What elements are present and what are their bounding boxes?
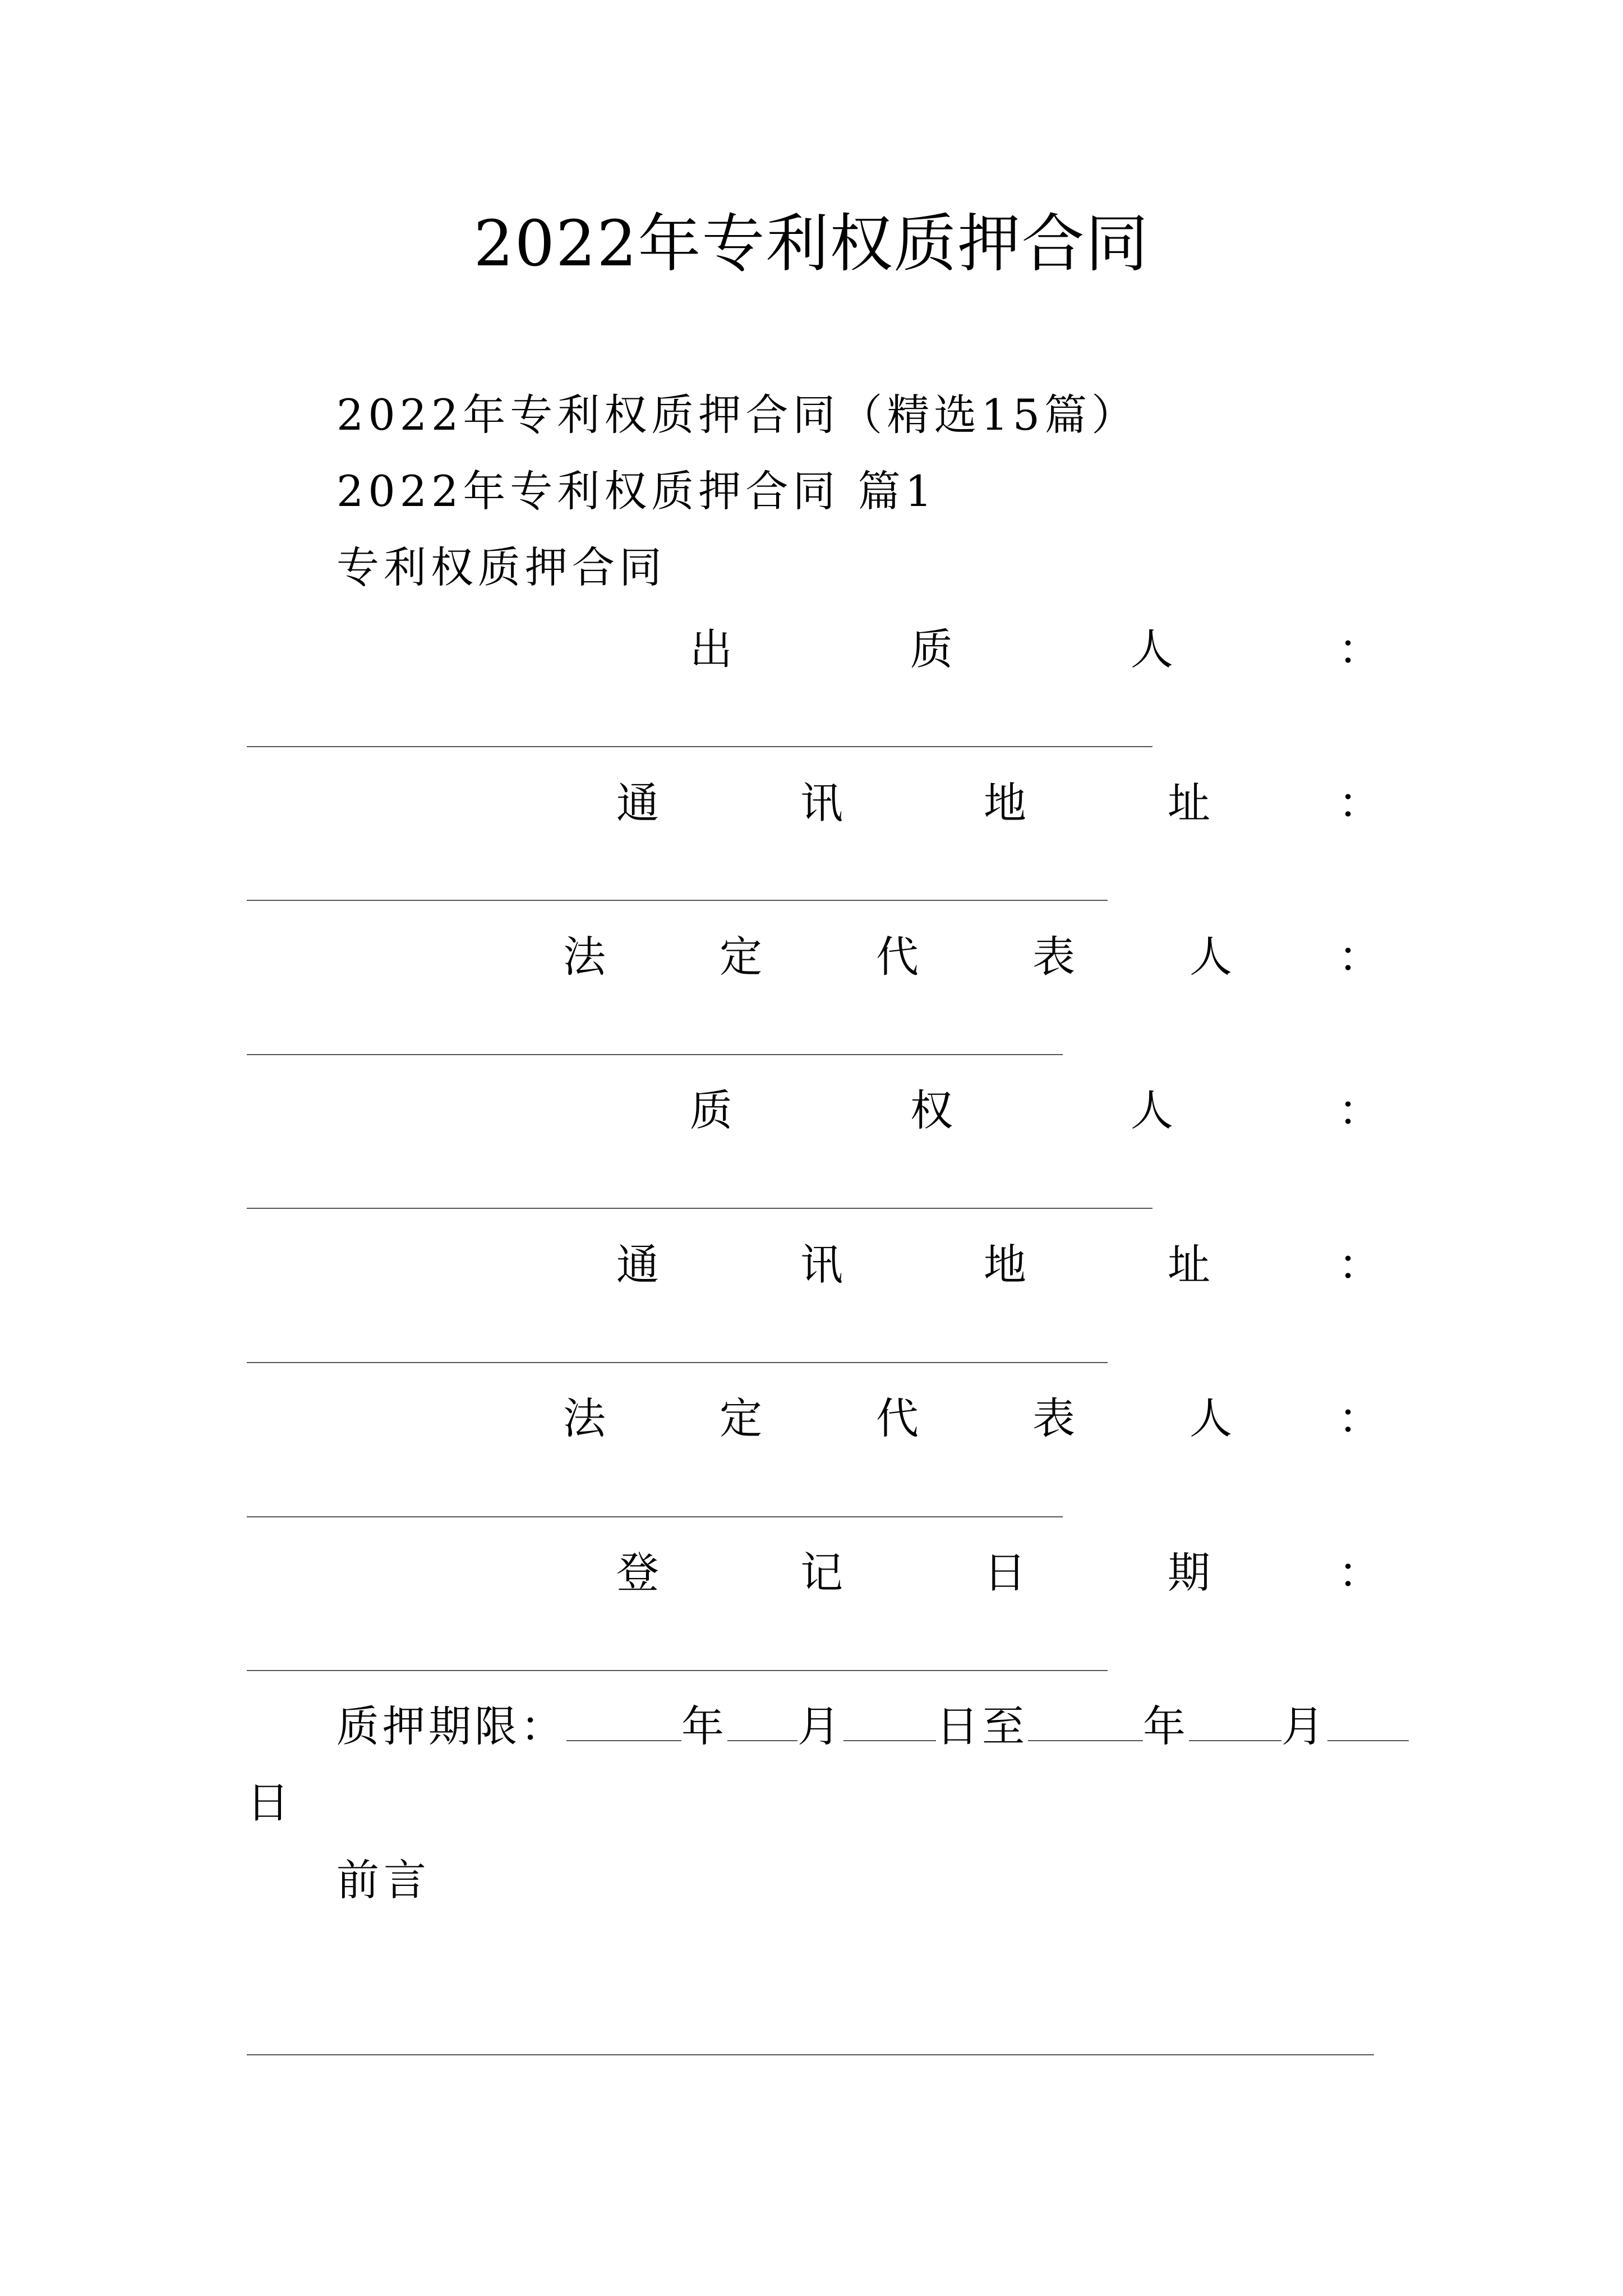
registration-date-char: 日 — [984, 1548, 1026, 1598]
term-day-end: 日 — [247, 1778, 294, 1828]
pledgee-char: 人 — [1131, 1085, 1173, 1135]
pledgor-rep-char: 法 — [563, 932, 606, 982]
pledgee-address-char: 址 — [1168, 1240, 1210, 1290]
pledgee-rep-char: 定 — [720, 1393, 762, 1443]
registration-date-char: 期 — [1168, 1548, 1210, 1598]
pledgor-colon: ： — [1338, 624, 1381, 674]
term-month2-blank — [1189, 1701, 1281, 1741]
pledgor-rep-row — [0, 930, 1623, 984]
pledgee-rep-colon: ： — [1338, 1393, 1381, 1443]
term-month1-blank — [727, 1701, 797, 1741]
pledgee-colon: ： — [1338, 1085, 1381, 1135]
part-heading: 2022年专利权质押合同 篇1 — [336, 466, 937, 516]
pledgee-rep-underline — [247, 1516, 1063, 1517]
pledgee-underline — [247, 1208, 1152, 1209]
pledgee-rep-char: 法 — [563, 1393, 606, 1443]
pledgor-rep-colon: ： — [1338, 932, 1381, 982]
term-day1-blank — [843, 1701, 936, 1741]
pledge-term-line — [336, 1700, 1409, 1754]
pledgor-address-char: 址 — [1168, 778, 1210, 828]
registration-date-colon: ： — [1338, 1548, 1381, 1598]
registration-date-underline — [247, 1670, 1108, 1671]
registration-date-char: 记 — [800, 1548, 843, 1598]
pledgee-rep-row — [0, 1392, 1623, 1446]
pledge-term-label: 质押期限： — [336, 1701, 566, 1751]
registration-date-row — [0, 1546, 1623, 1600]
pledgee-char: 权 — [910, 1085, 953, 1135]
pledgee-rep-char: 代 — [876, 1393, 919, 1443]
pledgee-address-char: 地 — [984, 1240, 1026, 1290]
term-day-to-label: 日至 — [936, 1701, 1028, 1751]
pledgor-row — [0, 623, 1623, 677]
pledgor-address-char: 讯 — [800, 778, 843, 828]
pledgee-rep-char: 表 — [1032, 1393, 1075, 1443]
pledgor-char: 出 — [690, 624, 732, 674]
pledgee-char: 质 — [690, 1085, 732, 1135]
pledgee-address-char: 讯 — [800, 1240, 843, 1290]
term-day2-blank — [1327, 1701, 1409, 1741]
pledgor-rep-char: 人 — [1189, 932, 1232, 982]
pledgor-rep-char: 表 — [1032, 932, 1075, 982]
pledgor-address-colon: ： — [1338, 778, 1381, 828]
document-title: 2022年专利权质押合同 — [473, 208, 1150, 280]
pledgor-underline — [247, 746, 1152, 747]
pledgee-address-row — [0, 1238, 1623, 1292]
pledgor-char: 质 — [910, 624, 953, 674]
pledgor-rep-char: 代 — [876, 932, 919, 982]
pledgee-row — [0, 1084, 1623, 1138]
pledgor-address-row — [0, 776, 1623, 830]
pledgee-address-char: 通 — [616, 1240, 659, 1290]
term-month2-label: 月 — [1281, 1701, 1327, 1751]
pledgor-rep-underline — [247, 1054, 1063, 1055]
pledgor-rep-char: 定 — [720, 932, 762, 982]
pledgee-rep-char: 人 — [1189, 1393, 1232, 1443]
footnote-separator — [247, 2054, 1374, 2055]
pledgor-address-char: 通 — [616, 778, 659, 828]
pledgee-address-underline — [247, 1362, 1108, 1363]
collection-line: 2022年专利权质押合同（精选15篇） — [336, 390, 1139, 440]
registration-date-char: 登 — [616, 1548, 659, 1598]
term-year1-blank — [566, 1701, 681, 1741]
pledgee-address-colon: ： — [1338, 1240, 1381, 1290]
contract-name: 专利权质押合同 — [336, 542, 666, 592]
term-year2-label: 年 — [1143, 1701, 1189, 1751]
term-year2-blank — [1028, 1701, 1143, 1741]
pledgor-char: 人 — [1131, 624, 1173, 674]
pledgor-address-underline — [247, 900, 1108, 901]
pledgor-address-char: 地 — [984, 778, 1026, 828]
term-month1-label: 月 — [797, 1701, 843, 1751]
preface-heading: 前言 — [336, 1855, 431, 1905]
term-year1-label: 年 — [681, 1701, 727, 1751]
